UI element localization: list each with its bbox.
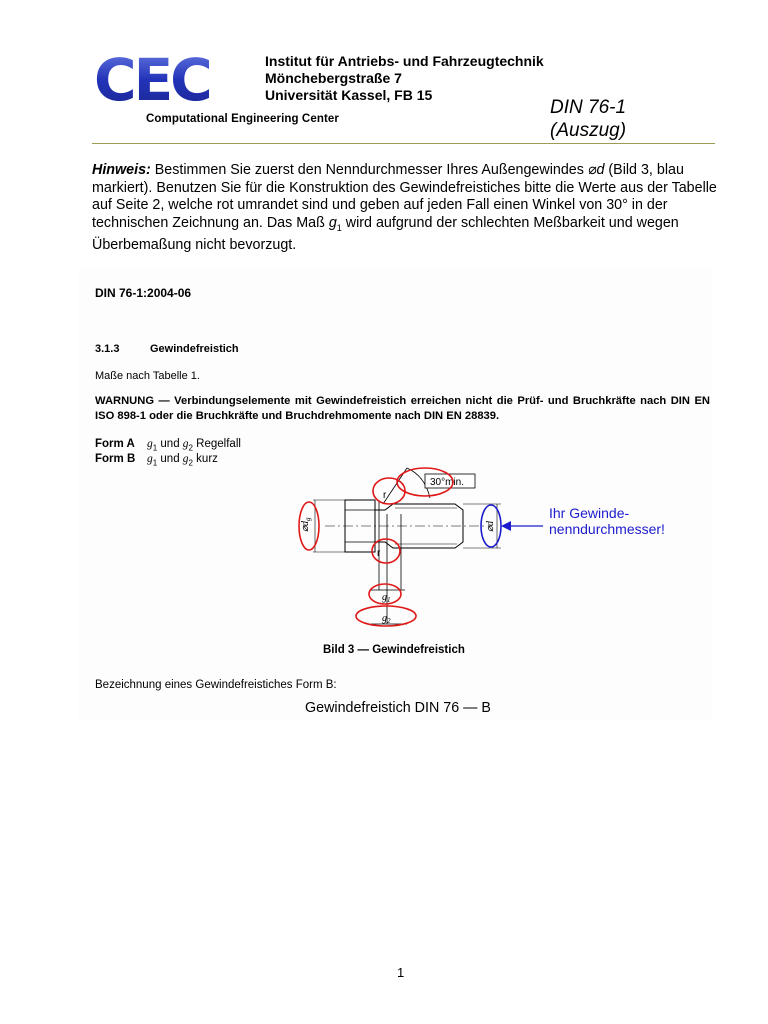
hint-label: Hinweis: xyxy=(92,162,151,178)
hint-text-2: (Bild 3, blau markiert). Benutzen Sie für die Konstruktion des Gewindefreistiches bitte die Werte aus der Tabelle auf Seite 2, welche rot umrandet sind und geben auf jeden Fall einen Winkel von 30° in der technischen Zeichnung an. Das Maß xyxy=(92,162,717,231)
callout-line-2: nenndurchmesser! xyxy=(549,521,665,537)
form-a-description: $g_1$ und $g_2$ Regelfall xyxy=(147,438,241,453)
din-number: DIN 76-1 xyxy=(550,97,627,118)
svg-text:CEC: CEC xyxy=(94,50,210,106)
g1-subscript: 1 xyxy=(336,222,342,233)
section-title: Gewindefreistich xyxy=(150,343,239,355)
form-a-label: Form A xyxy=(95,438,135,450)
designation-intro: Bezeichnung eines Gewindefreistiches Form B: xyxy=(95,679,337,691)
angle-label: 30°min. xyxy=(430,477,465,488)
page-number: 1 xyxy=(397,965,405,980)
figure-caption: Bild 3 — Gewindefreistich xyxy=(323,644,465,656)
radius-top-highlight xyxy=(373,478,405,504)
designation-example: Gewindefreistich DIN 76 — B xyxy=(305,700,491,716)
din-excerpt-note: (Auszug) xyxy=(550,120,627,141)
hint-text-1: Bestimmen Sie zuerst den Nenndurchmesser Ihres Außengewindes xyxy=(150,162,588,178)
header-divider xyxy=(92,143,715,144)
dimensions-note: Maße nach Tabelle 1. xyxy=(95,370,200,382)
g1-label: $g_1$ xyxy=(382,592,391,604)
form-b-label: Form B xyxy=(95,453,136,465)
radius-label-top: r xyxy=(383,490,387,501)
form-b-description: $g_1$ und $g_2$ kurz xyxy=(147,453,218,468)
institute-university: Universität Kassel, FB 15 xyxy=(265,87,433,103)
thread-undercut-drawing xyxy=(285,462,675,632)
logo-subtitle: Computational Engineering Center xyxy=(146,113,339,125)
hint-paragraph xyxy=(92,162,717,254)
diameter-callout xyxy=(549,505,665,537)
document-title xyxy=(550,96,626,142)
dg-label: $⌀d_g$ xyxy=(300,517,312,532)
radius-label-bottom: r xyxy=(377,548,381,559)
g1-symbol: g xyxy=(328,214,337,231)
diameter-symbol: ⌀d xyxy=(587,162,605,178)
d-label: ⌀d xyxy=(485,520,496,532)
hint-text-3: wird aufgrund der schlechten Meßbarkeit und wegen Überbemaßung nicht bevorzugt. xyxy=(92,214,679,253)
warning-text: WARNUNG — Verbindungselemente mit Gewindefreistich erreichen nicht die Prüf- und Bruchkräfte nach DIN EN ISO 898-1 oder die Bruchkräfte und Bruchdrehmomente nach DIN EN 28839. xyxy=(95,395,710,422)
institute-name: Institut für Antriebs- und Fahrzeugtechnik xyxy=(265,53,544,69)
cec-logo xyxy=(92,50,232,106)
callout-line-1: Ihr Gewinde- xyxy=(549,505,630,521)
institute-street: Mönchebergstraße 7 xyxy=(265,70,402,86)
section-number: 3.1.3 xyxy=(95,343,120,355)
callout-arrow xyxy=(501,521,511,531)
din-standard-date: DIN 76-1:2004-06 xyxy=(95,286,192,300)
g2-label: $g_2$ xyxy=(382,613,391,625)
